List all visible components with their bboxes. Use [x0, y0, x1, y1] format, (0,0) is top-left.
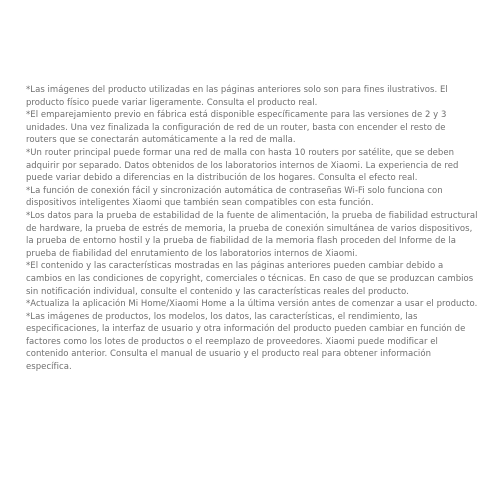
note-factory-pairing: *El emparejamiento previo en fábrica está disponible específicamente para las versiones de 2 y 3 unidades. Una vez finalizada la configuración de red de un router, basta con encender el resto de routers que se conectarán automáticamente a la red de malla.	[26, 110, 447, 146]
note-app-update: *Actualiza la aplicación Mi Home/Xiaomi Home a la última versión antes de comenzar a usar el producto.	[26, 299, 478, 310]
note-content-changes: *El contenido y las características mostradas en las páginas anteriores pueden cambiar debido a cambios en las condiciones de copyright, comerciales o técnicas. En caso de que se produzcan cambios sin notificación individual, consulte el contenido y las características reales del producto.	[26, 261, 474, 297]
note-product-info-changes: *Las imágenes de productos, los modelos, los datos, las características, el rendimiento, las especificaciones, la interfaz de usuario y otra información del producto pueden cambiar en función de factores como los lotes de productos o el reemplazo de proveedores. Xiaomi puede modificar el contenido anterior. Consulta el manual de usuario y el producto real para obtener información específica.	[26, 311, 466, 373]
disclaimer-notes	[26, 84, 478, 374]
note-illustrative-images: *Las imágenes del producto utilizadas en las páginas anteriores solo son para fines ilustrativos. El producto físico puede variar ligeramente. Consulta el producto real.	[26, 85, 448, 108]
note-easy-connect: *La función de conexión fácil y sincronización automática de contraseñas Wi-Fi solo funciona con dispositivos inteligentes Xiaomi que también sean compatibles con esta función.	[26, 185, 443, 209]
note-reliability-tests: *Los datos para la prueba de estabilidad de la fuente de alimentación, la prueba de fiabilidad estructural de hardware, la prueba de estrés de memoria, la prueba de conexión simultánea de varios dispositivos, la prueba de entorno hostil y la prueba de fiabilidad de la memoria flash proceden del Informe de la prueba de fiabilidad del enrutamiento de los laboratorios internos de Xiaomi.	[26, 210, 478, 259]
note-mesh-network: *Un router principal puede formar una red de malla con hasta 10 routers por satélite, que se deben adquirir por separado. Datos obtenidos de los laboratorios internos de Xiaomi. La experiencia de red puede variar debido a diferencias en la distribución de los hogares. Consulta el efecto real.	[26, 147, 459, 184]
